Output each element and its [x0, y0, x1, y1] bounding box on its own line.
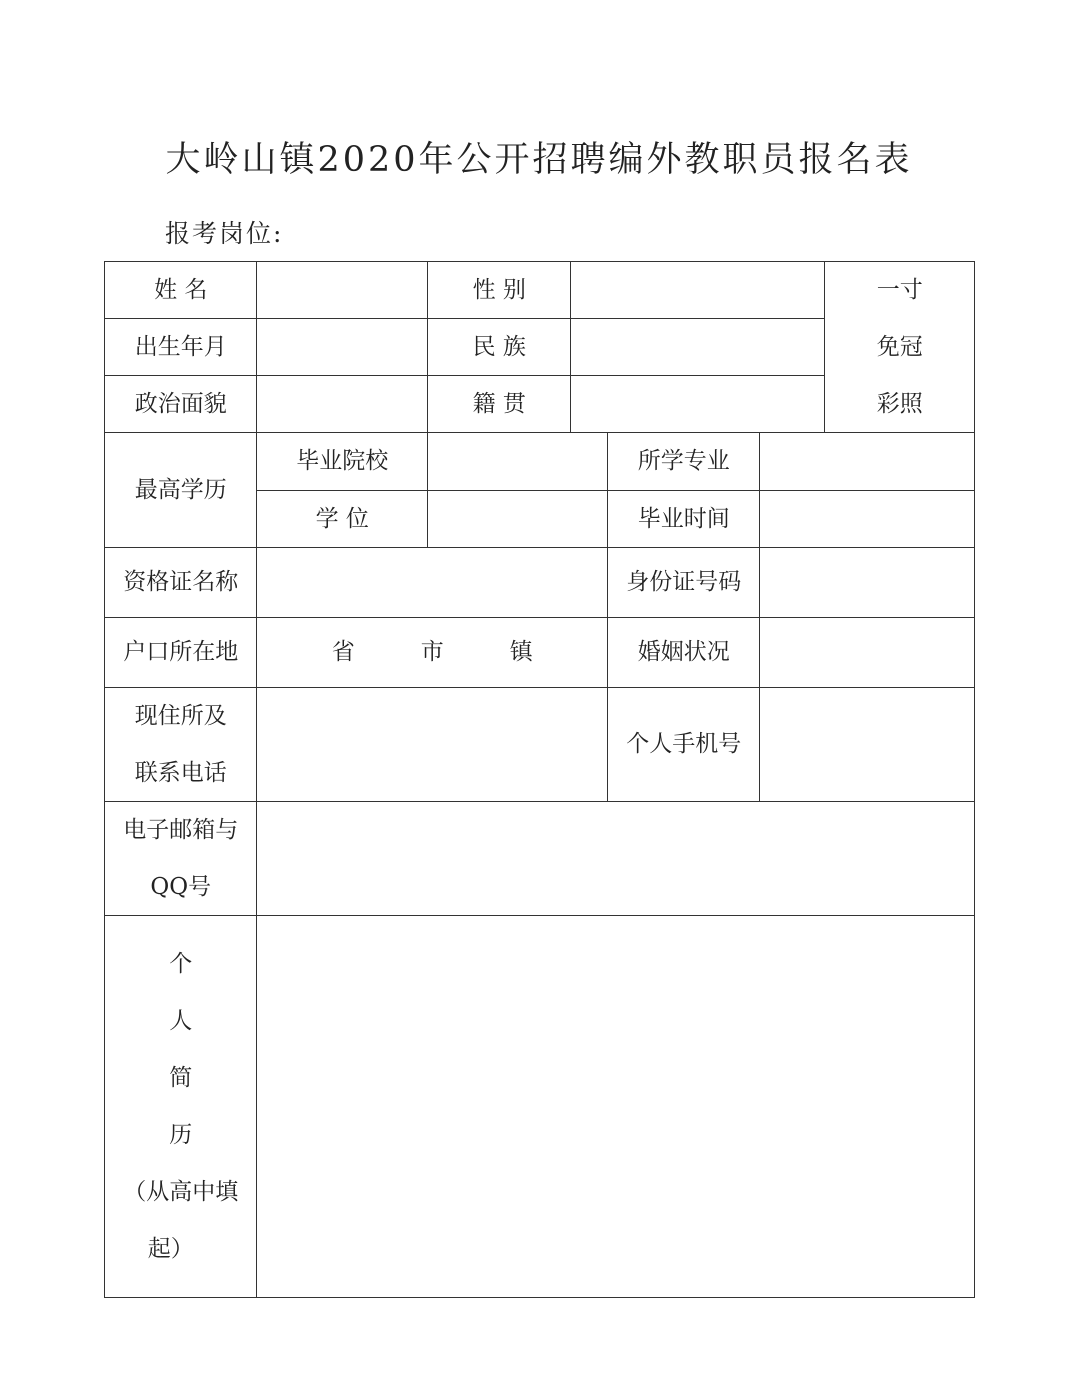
- resume-label-line: 人: [169, 1007, 193, 1034]
- grad-time-field[interactable]: [759, 490, 975, 548]
- email-field[interactable]: [256, 801, 975, 916]
- label-birth: 出生年月: [104, 318, 257, 376]
- label-name: 姓 名: [104, 261, 257, 319]
- label-school: 毕业院校: [256, 432, 428, 491]
- degree-field[interactable]: [427, 490, 608, 548]
- email-label-line: 电子邮箱与: [123, 816, 239, 843]
- resume-label-line: 历: [169, 1121, 193, 1148]
- marital-field[interactable]: [759, 617, 975, 688]
- label-cert: 资格证名称: [104, 547, 257, 618]
- label-gender: 性 别: [427, 261, 571, 319]
- label-id-no: 身份证号码: [607, 547, 760, 618]
- label-politics: 政治面貌: [104, 375, 257, 433]
- label-address: [104, 687, 257, 802]
- resume-label-line: 起）: [147, 1235, 194, 1262]
- label-degree: 学 位: [256, 490, 428, 548]
- school-field[interactable]: [427, 432, 608, 491]
- label-major: 所学专业: [607, 432, 760, 491]
- label-native: 籍 贯: [427, 375, 571, 433]
- resume-field[interactable]: [256, 915, 975, 1298]
- resume-label-line: 个: [169, 950, 193, 977]
- city-label: 市: [420, 639, 444, 666]
- label-ethnic: 民 族: [427, 318, 571, 376]
- photo-label: 免冠: [876, 333, 923, 360]
- email-label-line: QQ号: [150, 873, 212, 900]
- label-resume: [104, 915, 257, 1298]
- photo-label: 一寸: [876, 276, 923, 303]
- hukou-field[interactable]: [256, 617, 608, 688]
- address-field[interactable]: [256, 687, 608, 802]
- resume-label-line: 简: [169, 1064, 193, 1091]
- photo-box[interactable]: [824, 261, 975, 433]
- mobile-field[interactable]: [759, 687, 975, 802]
- form-title: 大岭山镇2020年公开招聘编外教职员报名表: [165, 140, 913, 180]
- cert-field[interactable]: [256, 547, 608, 618]
- politics-field[interactable]: [256, 375, 428, 433]
- gender-field[interactable]: [570, 261, 825, 319]
- resume-label-line: （从高中填: [123, 1178, 239, 1205]
- id-no-field[interactable]: [759, 547, 975, 618]
- label-marital: 婚姻状况: [607, 617, 760, 688]
- name-field[interactable]: [256, 261, 428, 319]
- town-label: 镇: [509, 639, 533, 666]
- label-mobile: 个人手机号: [607, 687, 760, 802]
- label-grad-time: 毕业时间: [607, 490, 760, 548]
- label-education: 最高学历: [104, 432, 257, 548]
- birth-field[interactable]: [256, 318, 428, 376]
- photo-label: 彩照: [876, 390, 923, 417]
- label-hukou: 户口所在地: [104, 617, 257, 688]
- address-label-line: 联系电话: [134, 759, 227, 786]
- major-field[interactable]: [759, 432, 975, 491]
- province-label: 省: [331, 639, 355, 666]
- label-email: [104, 801, 257, 916]
- ethnic-field[interactable]: [570, 318, 825, 376]
- native-field[interactable]: [570, 375, 825, 433]
- post-label: 报考岗位:: [165, 219, 284, 248]
- address-label-line: 现住所及: [134, 702, 227, 729]
